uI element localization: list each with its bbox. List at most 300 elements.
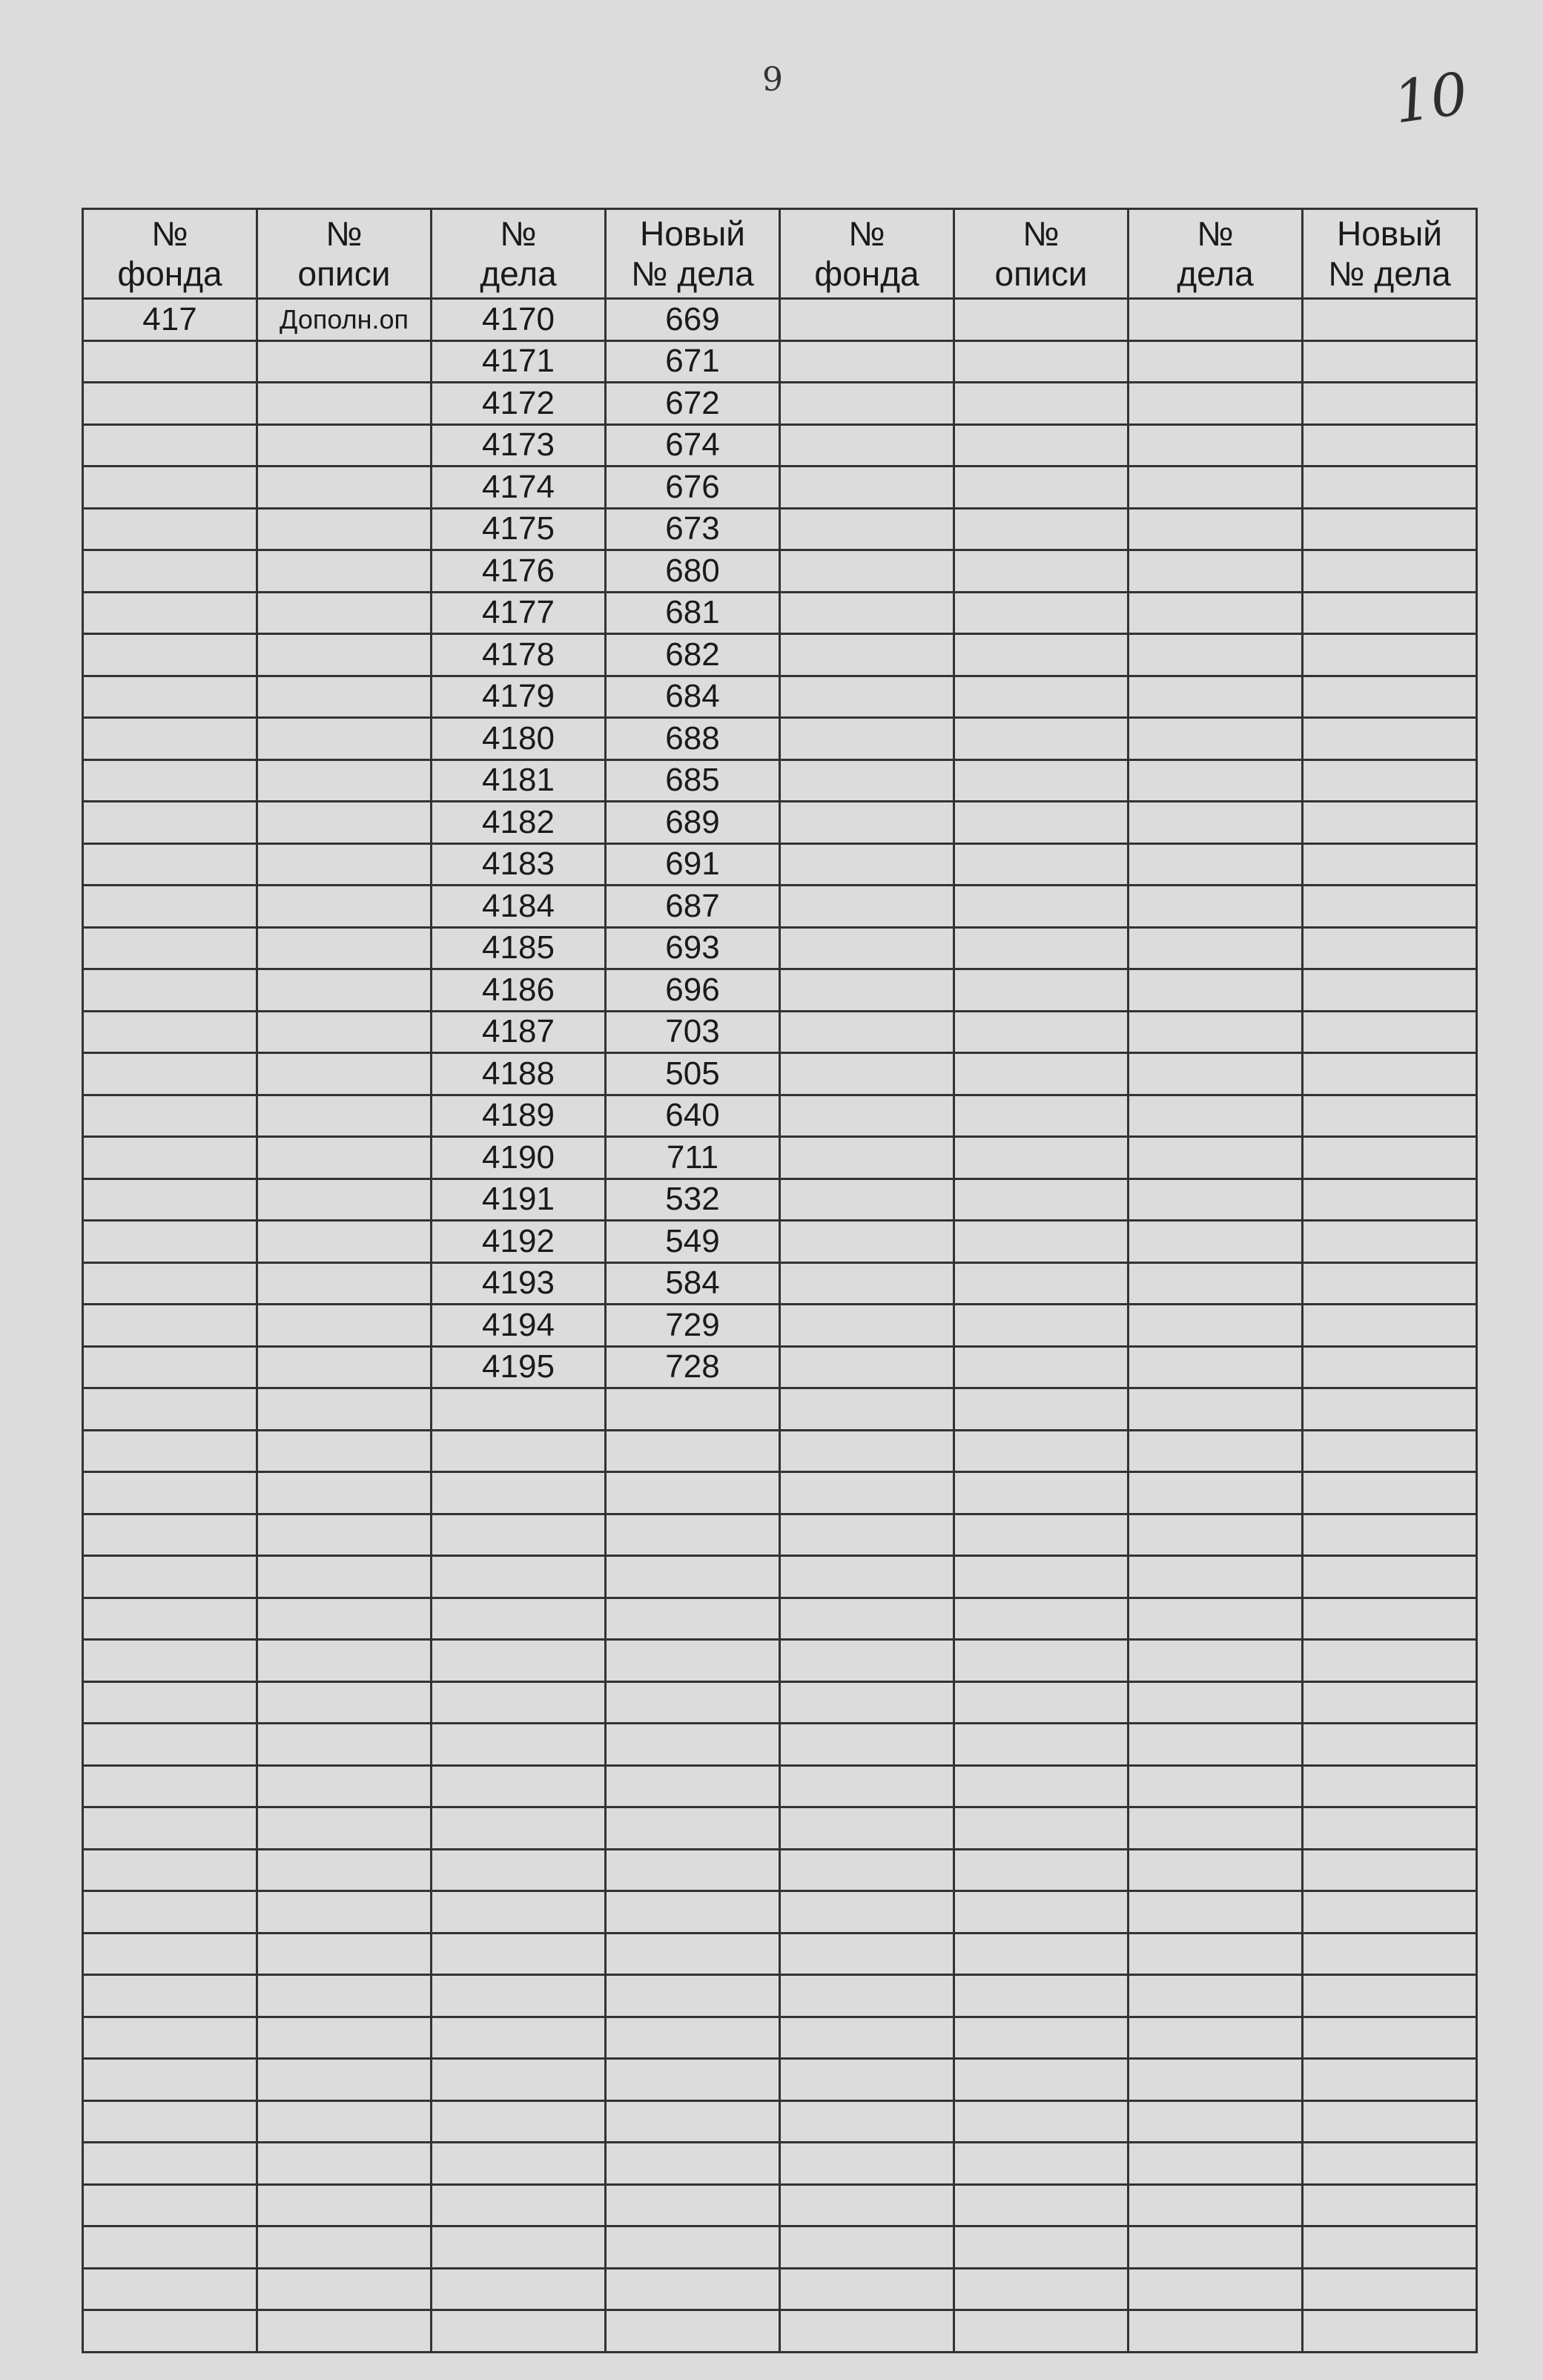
cell-opis-1 — [257, 1807, 432, 1850]
cell-new-delo-1 — [606, 2268, 780, 2310]
cell-fond-2 — [780, 550, 954, 593]
table-row — [83, 1388, 1477, 1431]
table-row — [83, 1472, 1477, 1514]
table-row — [83, 1137, 1477, 1179]
table-row — [83, 1975, 1477, 2017]
cell-fond-2 — [780, 2017, 954, 2059]
cell-opis-1 — [257, 927, 432, 969]
cell-new-delo-1: 532 — [606, 1179, 780, 1221]
cell-opis-2 — [954, 1179, 1129, 1221]
cell-opis-2 — [954, 550, 1129, 593]
cell-fond-1 — [83, 1598, 257, 1640]
cell-new-delo-1 — [606, 2059, 780, 2101]
cell-fond-2 — [780, 927, 954, 969]
cell-new-delo-2 — [1303, 1346, 1477, 1388]
cell-opis-1 — [257, 2143, 432, 2185]
cell-delo-1 — [432, 1891, 606, 1934]
cell-new-delo-2 — [1303, 1640, 1477, 1682]
cell-new-delo-2 — [1303, 1472, 1477, 1514]
cell-fond-2 — [780, 676, 954, 718]
cell-fond-2 — [780, 2100, 954, 2143]
cell-fond-1 — [83, 1681, 257, 1724]
cell-new-delo-2 — [1303, 1514, 1477, 1556]
cell-fond-2 — [780, 843, 954, 886]
cell-opis-1 — [257, 1849, 432, 1891]
cell-fond-1 — [83, 1640, 257, 1682]
cell-delo-2 — [1129, 1765, 1303, 1807]
cell-opis-1 — [257, 1430, 432, 1472]
table-row — [83, 2017, 1477, 2059]
cell-new-delo-1 — [606, 1388, 780, 1431]
cell-fond-1 — [83, 969, 257, 1012]
cell-new-delo-2 — [1303, 592, 1477, 634]
cell-delo-1: 4182 — [432, 802, 606, 844]
cell-fond-1 — [83, 383, 257, 425]
cell-fond-2 — [780, 1179, 954, 1221]
cell-delo-2 — [1129, 424, 1303, 467]
cell-delo-2 — [1129, 1053, 1303, 1095]
cell-opis-2 — [954, 1765, 1129, 1807]
cell-fond-2 — [780, 1262, 954, 1305]
cell-new-delo-1: 549 — [606, 1221, 780, 1263]
cell-delo-1 — [432, 2310, 606, 2353]
cell-fond-1 — [83, 1095, 257, 1137]
cell-fond-2 — [780, 1221, 954, 1263]
cell-opis-2 — [954, 2143, 1129, 2185]
cell-new-delo-1: 711 — [606, 1137, 780, 1179]
cell-opis-1 — [257, 2268, 432, 2310]
cell-delo-2 — [1129, 1681, 1303, 1724]
cell-fond-1 — [83, 1305, 257, 1347]
cell-opis-2 — [954, 2059, 1129, 2101]
cell-new-delo-2 — [1303, 1053, 1477, 1095]
cell-delo-1: 4183 — [432, 843, 606, 886]
cell-delo-2 — [1129, 1640, 1303, 1682]
cell-opis-2 — [954, 1472, 1129, 1514]
cell-fond-2 — [780, 2268, 954, 2310]
cell-new-delo-1: 693 — [606, 927, 780, 969]
cell-delo-1: 4174 — [432, 467, 606, 509]
cell-opis-1 — [257, 1556, 432, 1598]
cell-opis-2 — [954, 424, 1129, 467]
cell-delo-1: 4186 — [432, 969, 606, 1012]
cell-fond-2 — [780, 1514, 954, 1556]
cell-opis-2 — [954, 1137, 1129, 1179]
cell-delo-1: 4170 — [432, 299, 606, 341]
cell-delo-1 — [432, 1933, 606, 1975]
cell-delo-2 — [1129, 299, 1303, 341]
cell-fond-1 — [83, 1472, 257, 1514]
cell-fond-2 — [780, 1137, 954, 1179]
header-delo-2: № дела — [1129, 209, 1303, 299]
table-row — [83, 1346, 1477, 1388]
cell-opis-2 — [954, 1975, 1129, 2017]
cell-new-delo-2 — [1303, 383, 1477, 425]
cell-new-delo-2 — [1303, 2268, 1477, 2310]
table-row — [83, 1095, 1477, 1137]
cell-new-delo-1: 676 — [606, 467, 780, 509]
table-row — [83, 802, 1477, 844]
cell-delo-1 — [432, 1765, 606, 1807]
cell-opis-1 — [257, 2059, 432, 2101]
cell-fond-1 — [83, 2017, 257, 2059]
cell-delo-1: 4194 — [432, 1305, 606, 1347]
cell-delo-2 — [1129, 1095, 1303, 1137]
cell-fond-2 — [780, 1640, 954, 1682]
cell-fond-1 — [83, 2059, 257, 2101]
header-opis-2: № описи — [954, 209, 1129, 299]
cell-new-delo-1: 640 — [606, 1095, 780, 1137]
table-row — [83, 2143, 1477, 2185]
cell-fond-1 — [83, 424, 257, 467]
cell-delo-2 — [1129, 843, 1303, 886]
cell-delo-2 — [1129, 1346, 1303, 1388]
cell-fond-1 — [83, 1807, 257, 1850]
cell-fond-1: 417 — [83, 299, 257, 341]
cell-opis-1 — [257, 2226, 432, 2269]
cell-delo-2 — [1129, 1514, 1303, 1556]
cell-opis-1 — [257, 424, 432, 467]
cell-fond-2 — [780, 592, 954, 634]
cell-new-delo-1 — [606, 2017, 780, 2059]
cell-delo-2 — [1129, 1262, 1303, 1305]
cell-fond-2 — [780, 886, 954, 928]
cell-opis-1 — [257, 2310, 432, 2353]
cell-opis-1 — [257, 1305, 432, 1347]
cell-delo-2 — [1129, 383, 1303, 425]
cell-delo-1: 4191 — [432, 1179, 606, 1221]
cell-new-delo-2 — [1303, 802, 1477, 844]
cell-new-delo-2 — [1303, 1556, 1477, 1598]
cell-opis-1 — [257, 1053, 432, 1095]
cell-fond-2 — [780, 2226, 954, 2269]
cell-new-delo-2 — [1303, 1807, 1477, 1850]
cell-delo-2 — [1129, 1849, 1303, 1891]
table-row — [83, 1305, 1477, 1347]
cell-delo-1 — [432, 1556, 606, 1598]
cell-new-delo-2 — [1303, 843, 1477, 886]
cell-fond-2 — [780, 1472, 954, 1514]
cell-delo-1 — [432, 1388, 606, 1431]
cell-delo-1 — [432, 1640, 606, 1682]
cell-opis-1 — [257, 1975, 432, 2017]
table-row — [83, 1430, 1477, 1472]
table-row — [83, 1556, 1477, 1598]
table-row — [83, 1221, 1477, 1263]
table-row — [83, 927, 1477, 969]
table-row — [83, 383, 1477, 425]
cell-fond-2 — [780, 2184, 954, 2226]
cell-fond-1 — [83, 1346, 257, 1388]
cell-fond-1 — [83, 927, 257, 969]
cell-new-delo-1: 669 — [606, 299, 780, 341]
cell-fond-1 — [83, 1262, 257, 1305]
cell-opis-1 — [257, 1262, 432, 1305]
cell-fond-2 — [780, 1095, 954, 1137]
cell-fond-2 — [780, 467, 954, 509]
cell-delo-2 — [1129, 1556, 1303, 1598]
cell-new-delo-1: 674 — [606, 424, 780, 467]
cell-delo-1 — [432, 1807, 606, 1850]
cell-delo-2 — [1129, 1430, 1303, 1472]
cell-new-delo-1: 687 — [606, 886, 780, 928]
cell-fond-1 — [83, 1221, 257, 1263]
cell-new-delo-1 — [606, 1640, 780, 1682]
table-row — [83, 1598, 1477, 1640]
cell-new-delo-2 — [1303, 299, 1477, 341]
cell-opis-1 — [257, 1724, 432, 1766]
cell-new-delo-1: 505 — [606, 1053, 780, 1095]
cell-fond-2 — [780, 1430, 954, 1472]
cell-opis-1 — [257, 676, 432, 718]
cell-fond-2 — [780, 1598, 954, 1640]
cell-delo-2 — [1129, 886, 1303, 928]
cell-delo-2 — [1129, 1305, 1303, 1347]
cell-delo-2 — [1129, 802, 1303, 844]
cell-delo-1: 4180 — [432, 718, 606, 760]
cell-new-delo-1 — [606, 1472, 780, 1514]
cell-delo-2 — [1129, 2100, 1303, 2143]
cell-opis-1 — [257, 1891, 432, 1934]
cell-fond-2 — [780, 299, 954, 341]
table-row — [83, 2226, 1477, 2269]
table-row — [83, 1933, 1477, 1975]
cell-delo-2 — [1129, 1472, 1303, 1514]
cell-fond-2 — [780, 1346, 954, 1388]
cell-fond-1 — [83, 718, 257, 760]
cell-new-delo-1: 584 — [606, 1262, 780, 1305]
cell-delo-1: 4185 — [432, 927, 606, 969]
cell-fond-2 — [780, 1807, 954, 1850]
header-delo-1: № дела — [432, 209, 606, 299]
cell-fond-2 — [780, 1305, 954, 1347]
cell-fond-1 — [83, 592, 257, 634]
table-row — [83, 1179, 1477, 1221]
cell-fond-2 — [780, 1388, 954, 1431]
cell-opis-1 — [257, 1598, 432, 1640]
cell-opis-1 — [257, 1765, 432, 1807]
cell-fond-1 — [83, 550, 257, 593]
cell-delo-1 — [432, 2226, 606, 2269]
header-fond-1: № фонда — [83, 209, 257, 299]
cell-opis-2 — [954, 802, 1129, 844]
table-row — [83, 2268, 1477, 2310]
table-row — [83, 676, 1477, 718]
cell-delo-1 — [432, 2184, 606, 2226]
page-number: 9 — [762, 61, 783, 99]
cell-opis-2 — [954, 1011, 1129, 1053]
cell-delo-2 — [1129, 2184, 1303, 2226]
cell-fond-1 — [83, 2226, 257, 2269]
cell-new-delo-2 — [1303, 2143, 1477, 2185]
table-row — [83, 1724, 1477, 1766]
cell-fond-1 — [83, 1053, 257, 1095]
cell-delo-2 — [1129, 927, 1303, 969]
cell-delo-1: 4190 — [432, 1137, 606, 1179]
cell-opis-2 — [954, 1849, 1129, 1891]
cell-fond-1 — [83, 676, 257, 718]
cell-fond-2 — [780, 1053, 954, 1095]
cell-new-delo-2 — [1303, 2310, 1477, 2353]
cell-fond-2 — [780, 1933, 954, 1975]
table-row — [83, 1807, 1477, 1850]
cell-opis-1 — [257, 1933, 432, 1975]
cell-new-delo-1: 729 — [606, 1305, 780, 1347]
cell-opis-1 — [257, 1681, 432, 1724]
cell-fond-2 — [780, 2143, 954, 2185]
table-row — [83, 843, 1477, 886]
cell-fond-1 — [83, 1849, 257, 1891]
cell-new-delo-2 — [1303, 340, 1477, 383]
cell-delo-1: 4188 — [432, 1053, 606, 1095]
cell-opis-1 — [257, 1095, 432, 1137]
cell-delo-2 — [1129, 1179, 1303, 1221]
cell-opis-2 — [954, 718, 1129, 760]
cell-new-delo-1: 672 — [606, 383, 780, 425]
cell-opis-2 — [954, 886, 1129, 928]
cell-delo-1: 4179 — [432, 676, 606, 718]
cell-new-delo-1: 681 — [606, 592, 780, 634]
cell-opis-2 — [954, 1556, 1129, 1598]
cell-delo-1: 4171 — [432, 340, 606, 383]
cell-delo-2 — [1129, 550, 1303, 593]
cell-delo-1 — [432, 1681, 606, 1724]
cell-new-delo-2 — [1303, 718, 1477, 760]
cell-fond-2 — [780, 634, 954, 676]
cell-fond-1 — [83, 2143, 257, 2185]
cell-fond-1 — [83, 759, 257, 802]
cell-delo-2 — [1129, 1137, 1303, 1179]
cell-delo-1 — [432, 1975, 606, 2017]
cell-new-delo-1: 680 — [606, 550, 780, 593]
cell-new-delo-2 — [1303, 927, 1477, 969]
table-row — [83, 467, 1477, 509]
cell-new-delo-2 — [1303, 634, 1477, 676]
cell-delo-2 — [1129, 1933, 1303, 1975]
cell-delo-1: 4193 — [432, 1262, 606, 1305]
cell-opis-2 — [954, 1053, 1129, 1095]
cell-new-delo-2 — [1303, 1221, 1477, 1263]
cell-fond-2 — [780, 2310, 954, 2353]
cell-fond-1 — [83, 886, 257, 928]
cell-opis-2 — [954, 1598, 1129, 1640]
cell-opis-2 — [954, 969, 1129, 1012]
cell-new-delo-2 — [1303, 467, 1477, 509]
cell-opis-2 — [954, 1514, 1129, 1556]
cell-delo-1 — [432, 2143, 606, 2185]
cell-new-delo-1 — [606, 1765, 780, 1807]
cell-opis-2 — [954, 1430, 1129, 1472]
cell-delo-1: 4187 — [432, 1011, 606, 1053]
cell-fond-2 — [780, 383, 954, 425]
cell-new-delo-2 — [1303, 1849, 1477, 1891]
cell-new-delo-2 — [1303, 1724, 1477, 1766]
cell-opis-1 — [257, 1472, 432, 1514]
cell-opis-2 — [954, 383, 1129, 425]
cell-opis-2 — [954, 2017, 1129, 2059]
cell-fond-1 — [83, 1179, 257, 1221]
cell-new-delo-2 — [1303, 1179, 1477, 1221]
cell-new-delo-1: 682 — [606, 634, 780, 676]
cell-opis-2 — [954, 1681, 1129, 1724]
table-row — [83, 508, 1477, 550]
cell-new-delo-2 — [1303, 2226, 1477, 2269]
cell-fond-1 — [83, 1556, 257, 1598]
cell-new-delo-1: 685 — [606, 759, 780, 802]
cell-delo-2 — [1129, 340, 1303, 383]
cell-fond-2 — [780, 1724, 954, 1766]
cell-fond-1 — [83, 1933, 257, 1975]
cell-new-delo-1 — [606, 1933, 780, 1975]
cell-opis-1 — [257, 886, 432, 928]
table-row — [83, 550, 1477, 593]
cell-new-delo-2 — [1303, 1305, 1477, 1347]
table-row — [83, 886, 1477, 928]
cell-new-delo-1 — [606, 1975, 780, 2017]
cell-delo-1 — [432, 1849, 606, 1891]
table-header-row — [83, 209, 1477, 299]
cell-opis-1 — [257, 2100, 432, 2143]
cell-fond-1 — [83, 634, 257, 676]
cell-new-delo-1: 689 — [606, 802, 780, 844]
cell-new-delo-2 — [1303, 1598, 1477, 1640]
cell-new-delo-1: 696 — [606, 969, 780, 1012]
cell-new-delo-2 — [1303, 424, 1477, 467]
table-row — [83, 340, 1477, 383]
cell-opis-1 — [257, 969, 432, 1012]
cell-delo-2 — [1129, 2017, 1303, 2059]
cell-delo-1: 4175 — [432, 508, 606, 550]
cell-opis-2 — [954, 1807, 1129, 1850]
cell-opis-2 — [954, 2100, 1129, 2143]
cell-delo-2 — [1129, 1598, 1303, 1640]
table-row — [83, 424, 1477, 467]
cell-fond-2 — [780, 802, 954, 844]
cell-delo-2 — [1129, 508, 1303, 550]
cell-fond-2 — [780, 1765, 954, 1807]
cell-delo-2 — [1129, 1388, 1303, 1431]
cell-delo-2 — [1129, 969, 1303, 1012]
cell-new-delo-1 — [606, 1598, 780, 1640]
table-row — [83, 1011, 1477, 1053]
cell-new-delo-2 — [1303, 1681, 1477, 1724]
cell-fond-2 — [780, 340, 954, 383]
cell-fond-1 — [83, 340, 257, 383]
cell-fond-1 — [83, 1388, 257, 1431]
cell-new-delo-1: 728 — [606, 1346, 780, 1388]
cell-new-delo-1 — [606, 1807, 780, 1850]
table-row — [83, 1681, 1477, 1724]
cell-delo-1: 4195 — [432, 1346, 606, 1388]
table-row — [83, 634, 1477, 676]
cell-opis-1 — [257, 1388, 432, 1431]
cell-fond-1 — [83, 2100, 257, 2143]
table-row — [83, 1514, 1477, 1556]
table-row — [83, 969, 1477, 1012]
header-new-delo-1: Новый № дела — [606, 209, 780, 299]
cell-delo-1: 4178 — [432, 634, 606, 676]
table-row — [83, 2100, 1477, 2143]
cell-fond-1 — [83, 1891, 257, 1934]
cell-delo-1: 4189 — [432, 1095, 606, 1137]
table-row — [83, 2184, 1477, 2226]
cell-new-delo-2 — [1303, 1765, 1477, 1807]
header-fond-2: № фонда — [780, 209, 954, 299]
cell-delo-2 — [1129, 592, 1303, 634]
cell-new-delo-2 — [1303, 886, 1477, 928]
cell-delo-2 — [1129, 1724, 1303, 1766]
cell-delo-2 — [1129, 718, 1303, 760]
